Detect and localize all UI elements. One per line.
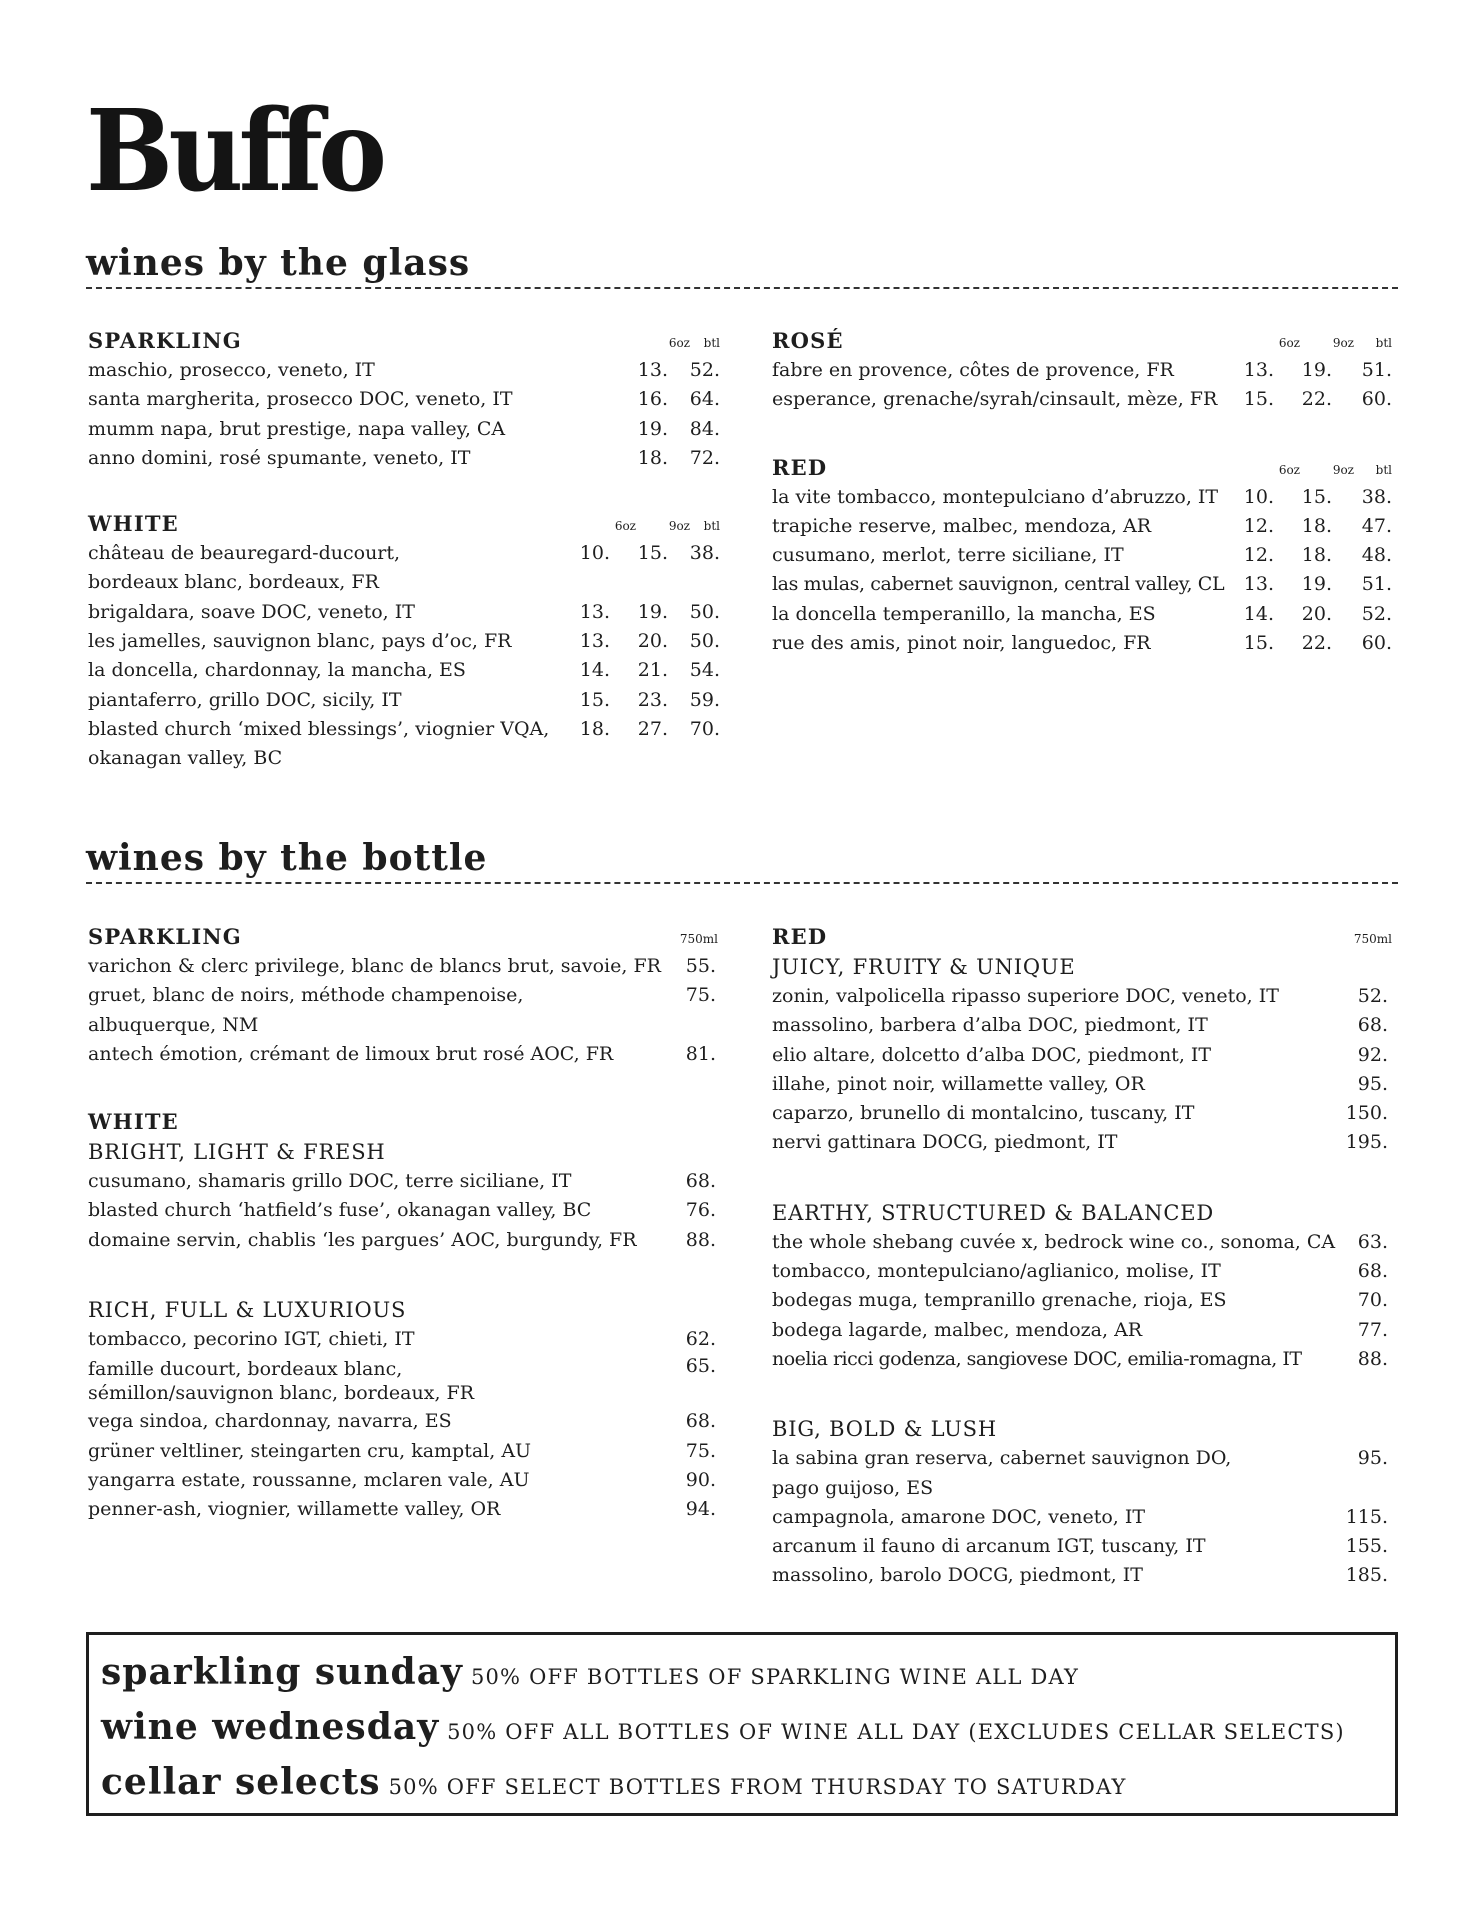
wine-row: gruet, blanc de noirs, méthode champenoise, albuquerque, NM 75. [88,984,716,1036]
category-heading: ROSÉ [772,328,844,353]
promo-cellar-selects [101,1761,1127,1803]
wine-row: tombacco, pecorino IGT, chieti, IT 62. [88,1328,716,1351]
promo-title: wine wednesday [101,1706,440,1748]
wine-row: famille ducourt, bordeaux blanc, sémillon/sauvignon blanc, bordeaux, FR 65. [88,1355,716,1405]
wine-row: noelia ricci godenza, sangiovese DOC, emilia-romagna, IT 88. [772,1347,1388,1370]
column-header: 9oz [1332,462,1354,477]
column-header: btl [1375,336,1392,350]
bottle-red-group [772,922,1398,1591]
wine-row: la doncella temperanillo, la mancha, ES 14. 20. 52. [772,602,1392,625]
brand-logo: Buffo [86,86,383,217]
wine-row: santa margherita, prosecco DOC, veneto, IT 16. 64. [88,388,720,411]
wine-row: vega sindoa, chardonnay, navarra, ES 68. [88,1410,716,1433]
wine-row: caparzo, brunello di montalcino, tuscany, IT 150. [772,1102,1388,1125]
column-header: btl [703,336,720,350]
menu-page [86,0,1398,1920]
bottle-left-column [88,922,728,1525]
glass-left-column [88,326,728,774]
wine-row: the whole shebang cuvée x, bedrock wine co., sonoma, CA 63. [772,1230,1388,1253]
glass-sparkling-group [88,326,728,473]
glass-red-group [772,453,1398,659]
column-header: 750ml [1353,932,1392,946]
wine-row: bodega lagarde, malbec, mendoza, AR 77. [772,1318,1388,1341]
glass-right-column [772,326,1398,658]
promo-wine-wednesday [101,1706,1345,1748]
wine-row: la vite tombacco, montepulciano d’abruzzo, IT 10. 15. 38. [772,485,1392,508]
subcategory-heading: EARTHY, STRUCTURED & BALANCED [772,1200,1214,1225]
wine-row: arcanum il fauno di arcanum IGT, tuscany, IT 155. [772,1535,1388,1558]
bottle-white-group [88,1107,728,1524]
wine-row: esperance, grenache/syrah/cinsault, mèze, FR 15. 22. 60. [772,388,1392,411]
wine-row: piantaferro, grillo DOC, sicily, IT 15. 23. 59. [88,688,720,711]
column-header: 6oz [614,519,636,534]
wine-row: zonin, valpolicella ripasso superiore DOC, veneto, IT 52. [772,985,1388,1007]
bottle-section-title: wines by the bottle [86,837,488,879]
glass-section-title: wines by the glass [86,242,471,284]
wine-row: rue des amis, pinot noir, languedoc, FR 15. 22. 60. [772,632,1392,655]
wine-row: blasted church ‘hatfield’s fuse’, okanagan valley, BC 76. [88,1199,716,1222]
wine-row: domaine servin, chablis ‘les pargues’ AOC, burgundy, FR 88. [88,1228,716,1251]
wine-row: cusumano, merlot, terre siciliane, IT 12. 18. 48. [772,544,1392,567]
wine-row: les jamelles, sauvignon blanc, pays d’oc, FR 13. 20. 50. [88,630,720,653]
promo-sparkling-sunday [101,1651,1079,1693]
wine-row: antech émotion, crémant de limoux brut rosé AOC, FR 81. [88,1042,716,1065]
bottle-right-column [772,922,1398,1591]
wine-row: maschio, prosecco, veneto, IT 13. 52. [88,359,720,381]
wine-row: trapiche reserve, malbec, mendoza, AR 12. 18. 47. [772,514,1392,537]
column-header: 750ml [679,932,718,946]
wine-row: cusumano, shamaris grillo DOC, terre siciliane, IT 68. [88,1170,716,1193]
wine-row: brigaldara, soave DOC, veneto, IT 13. 19. 50. [88,600,720,623]
wine-row: château de beauregard-ducourt, bordeaux blanc, bordeaux, FR 10. 15. 38. [88,542,720,594]
promo-description: 50% OFF ALL BOTTLES OF WINE ALL DAY (EXCLUDES CELLAR SELECTS) [447,1720,1345,1744]
glass-rose-group [772,326,1398,415]
wine-row: la sabina gran reserva, cabernet sauvignon DO, pago guijoso, ES 95. [772,1447,1388,1499]
wine-row: varichon & clerc privilege, blanc de blancs brut, savoie, FR 55. [88,955,716,977]
column-header: 6oz [1278,462,1300,477]
category-heading: RED [772,454,828,480]
bottle-divider [86,882,1398,884]
wine-row: illahe, pinot noir, willamette valley, OR 95. [772,1072,1388,1095]
wine-row: anno domini, rosé spumante, veneto, IT 18. 72. [88,446,720,469]
subcategory-heading: BIG, BOLD & LUSH [772,1417,997,1442]
wine-row: mumm napa, brut prestige, napa valley, CA 19. 84. [88,417,720,440]
wine-row: elio altare, dolcetto d’alba DOC, piedmont, IT 92. [772,1043,1388,1066]
wine-row: yangarra estate, roussanne, mclaren vale, AU 90. [88,1468,716,1491]
subcategory-heading: BRIGHT, LIGHT & FRESH [88,1140,386,1165]
subcategory-heading: RICH, FULL & LUXURIOUS [88,1298,407,1323]
wine-row: massolino, barolo DOCG, piedmont, IT 185. [772,1564,1388,1587]
wine-row: nervi gattinara DOCG, piedmont, IT 195. [772,1131,1388,1154]
wine-row: campagnola, amarone DOC, veneto, IT 115. [772,1505,1388,1528]
wine-row: tombacco, montepulciano/aglianico, molise, IT 68. [772,1260,1388,1283]
category-heading: RED [772,924,828,949]
wine-row: blasted church ‘mixed blessings’, viognier VQA, okanagan valley, BC 18. 27. 70. [88,717,720,770]
promo-title: sparkling sunday [101,1651,463,1693]
column-header: 9oz [668,519,690,534]
promo-description: 50% OFF SELECT BOTTLES FROM THURSDAY TO SATURDAY [388,1775,1127,1799]
subcategory-heading: JUICY, FRUITY & UNIQUE [772,955,1076,979]
wine-row: grüner veltliner, steingarten cru, kamptal, AU 75. [88,1439,716,1462]
promo-description: 50% OFF BOTTLES OF SPARKLING WINE ALL DAY [470,1665,1080,1689]
column-header: 6oz [1278,336,1300,350]
glass-white-group [88,509,728,773]
wine-row: las mulas, cabernet sauvignon, central valley, CL 13. 19. 51. [772,573,1392,596]
column-header: btl [703,519,720,534]
promotions-box [86,1632,1398,1816]
bottle-sparkling-group [88,922,728,1069]
wine-row: fabre en provence, côtes de provence, FR 13. 19. 51. [772,359,1392,381]
promo-title: cellar selects [101,1761,381,1803]
category-heading: WHITE [88,511,179,537]
column-header: 6oz [668,336,690,350]
category-heading: SPARKLING [88,924,242,949]
wine-row: la doncella, chardonnay, la mancha, ES 14. 21. 54. [88,659,720,682]
wine-row: massolino, barbera d’alba DOC, piedmont, IT 68. [772,1014,1388,1037]
category-heading: SPARKLING [88,328,242,353]
wine-row: penner-ash, viognier, willamette valley, OR 94. [88,1498,716,1521]
category-heading: WHITE [88,1109,179,1135]
column-header: 9oz [1332,336,1354,350]
column-header: btl [1375,462,1392,477]
glass-divider [86,287,1398,289]
wine-row: bodegas muga, tempranillo grenache, rioja, ES 70. [772,1289,1388,1312]
